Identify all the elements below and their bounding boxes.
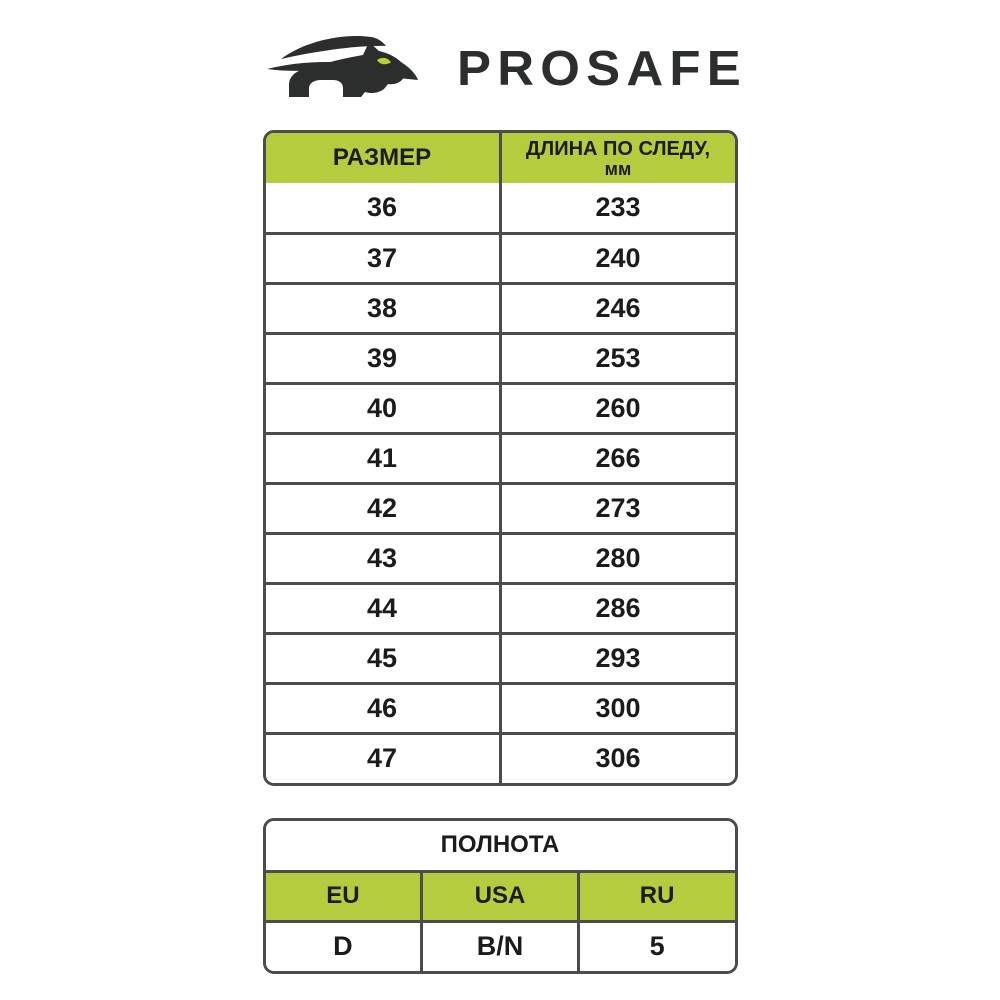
size-row [266, 733, 735, 783]
length-cell: 280 [500, 533, 735, 583]
eu-column-header: EU [266, 871, 422, 921]
length-cell: 300 [500, 683, 735, 733]
length-cell: 253 [500, 333, 735, 383]
size-cell: 45 [266, 633, 501, 683]
size-cell: 40 [266, 383, 501, 433]
width-table-title: ПОЛНОТА [266, 821, 735, 871]
size-table-header-row [266, 133, 735, 183]
size-table-grid [266, 133, 735, 783]
size-cell: 36 [266, 183, 501, 233]
size-cell: 42 [266, 483, 501, 533]
size-row [266, 183, 735, 233]
size-row [266, 433, 735, 483]
length-cell: 306 [500, 733, 735, 783]
size-row [266, 283, 735, 333]
size-row [266, 683, 735, 733]
size-cell: 46 [266, 683, 501, 733]
size-cell: 37 [266, 233, 501, 283]
length-cell: 286 [500, 583, 735, 633]
size-cell: 47 [266, 733, 501, 783]
size-cell: 38 [266, 283, 501, 333]
size-cell: 43 [266, 533, 501, 583]
size-column-header: РАЗМЕР [266, 133, 501, 183]
size-row [266, 333, 735, 383]
size-table [263, 130, 738, 786]
rhino-icon [265, 29, 441, 115]
length-cell: 266 [500, 433, 735, 483]
size-row [266, 633, 735, 683]
width-table-grid [266, 821, 735, 971]
length-cell: 273 [500, 483, 735, 533]
brand-header [0, 0, 1000, 114]
length-cell: 240 [500, 233, 735, 283]
usa-width-value: B/N [422, 921, 578, 971]
length-cell: 260 [500, 383, 735, 433]
size-cell: 39 [266, 333, 501, 383]
length-header-unit: мм [604, 158, 632, 179]
size-row [266, 383, 735, 433]
brand-wordmark: PROSAFE [456, 42, 747, 96]
size-row [266, 483, 735, 533]
width-table-values-row [266, 921, 735, 971]
size-row [266, 233, 735, 283]
length-column-header [500, 133, 735, 183]
usa-column-header: USA [422, 871, 578, 921]
size-cell: 41 [266, 433, 501, 483]
width-table [263, 818, 738, 974]
length-cell: 233 [500, 183, 735, 233]
size-row [266, 533, 735, 583]
eu-width-value: D [266, 921, 422, 971]
width-table-title-row [266, 821, 735, 871]
length-cell: 293 [500, 633, 735, 683]
size-row [266, 583, 735, 633]
size-cell: 44 [266, 583, 501, 633]
ru-width-value: 5 [578, 921, 734, 971]
width-table-header-row [266, 871, 735, 921]
ru-column-header: RU [578, 871, 734, 921]
length-header-line1: ДЛИНА ПО СЛЕДУ, [525, 137, 711, 160]
length-cell: 246 [500, 283, 735, 333]
